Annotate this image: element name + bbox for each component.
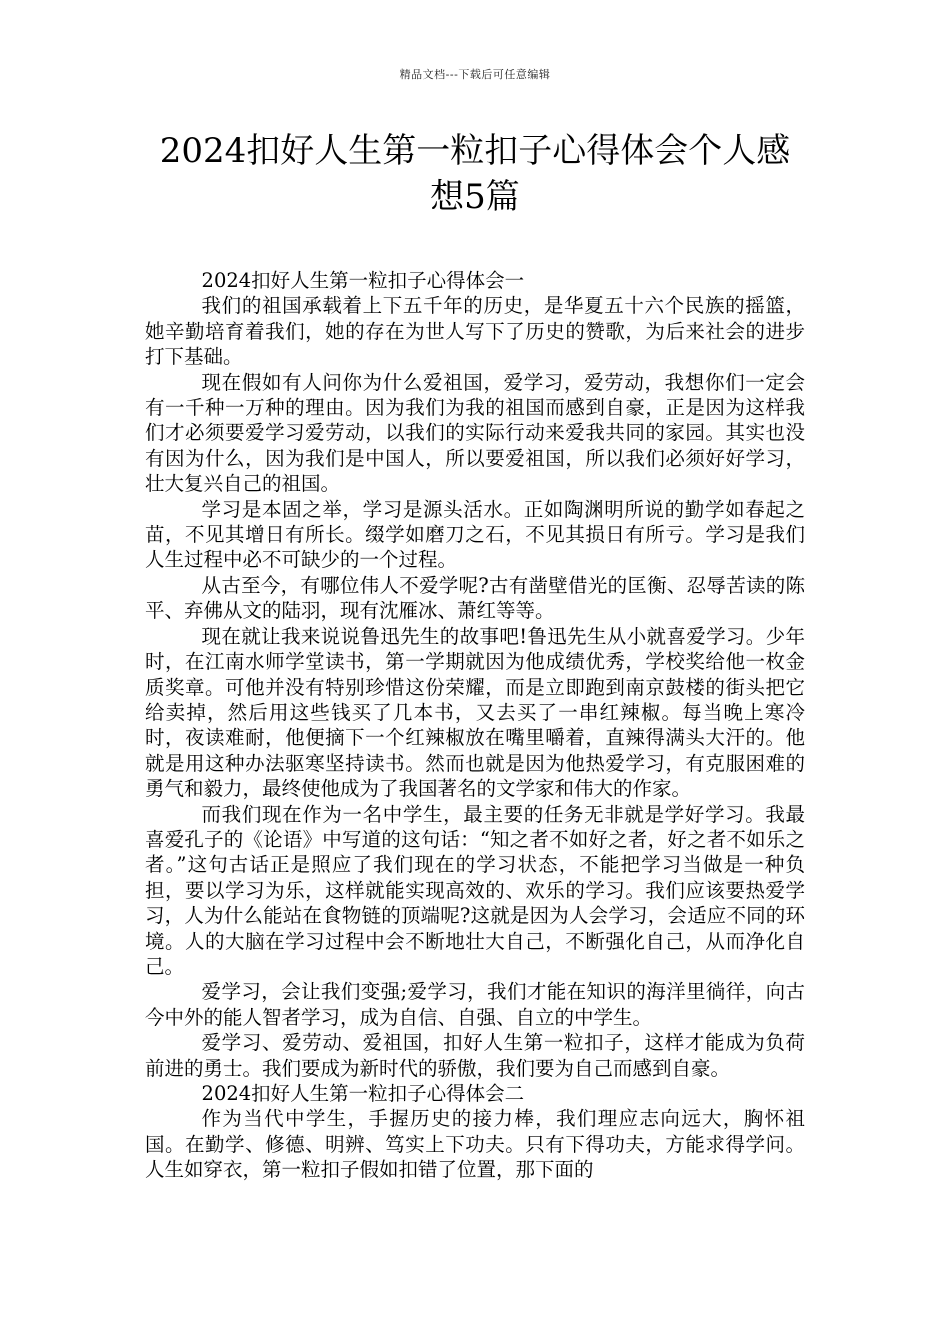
section-heading: 2024扣好人生第一粒扣子心得体会一: [201, 269, 525, 292]
document-title: 2024扣好人生第一粒扣子心得体会个人感想5篇: [159, 131, 791, 217]
body-paragraph: 学习是本固之举，学习是源头活水。正如陶渊明所说的勤学如春起之苗，不见其增日有所长。缀学如磨刀之石，不见其损日有所亏。学习是我们人生过程中必不可缺少的一个过程。: [145, 497, 805, 572]
body-paragraph: 我们的祖国承载着上下五千年的历史，是华夏五十六个民族的摇篮，她辛勤培育着我们，她的存在为世人写下了历史的赞歌，为后来社会的进步打下基础。: [145, 294, 805, 369]
body-paragraph: 现在就让我来说说鲁迅先生的故事吧!鲁迅先生从小就喜爱学习。少年时，在江南水师学堂读书，第一学期就因为他成绩优秀，学校奖给他一枚金质奖章。可他并没有特别珍惜这份荣耀，而是立即跑到南京鼓楼的街头把它给卖掉，然后用这些钱买了几本书，又去买了一串红辣椒。每当晚上寒冷时，夜读难耐，他便摘下一个红辣椒放在嘴里嚼着，直辣得满头大汗的。他就是用这种办法驱寒坚持读书。然而也就是因为他热爱学习，有克服困难的勇气和毅力，最终使他成为了我国著名的文学家和伟大的作家。: [145, 624, 805, 801]
header-note: 精品文档---下载后可任意编辑: [399, 68, 551, 81]
body-paragraph: 从古至今，有哪位伟人不爱学呢?古有凿壁借光的匡衡、忍辱苦读的陈平、弃佛从文的陆羽，现有沈雁冰、萧红等等。: [145, 573, 805, 623]
body-paragraph: 爱学习，会让我们变强;爱学习，我们才能在知识的海洋里徜徉，向古今中外的能人智者学习，成为自信、自强、自立的中学生。: [145, 980, 805, 1029]
section-heading: 2024扣好人生第一粒扣子心得体会二: [201, 1082, 525, 1105]
body-paragraph: 作为当代中学生，手握历史的接力棒，我们理应志向远大，胸怀祖国。在勤学、修德、明辨、笃实上下功夫。只有下得功夫，方能求得学问。人生如穿衣，第一粒扣子假如扣错了位置，那下面的: [145, 1107, 805, 1182]
body-paragraph: 爱学习、爱劳动、爱祖国，扣好人生第一粒扣子，这样才能成为负荷前进的勇士。我们要成为新时代的骄傲，我们要为自己而感到自豪。: [145, 1031, 805, 1080]
body-paragraph: 而我们现在作为一名中学生，最主要的任务无非就是学好学习。我最喜爱孔子的《论语》中写道的这句话：“知之者不如好之者，好之者不如乐之者。”这句古话正是照应了我们现在的学习状态，不能把学习当做是一种负担，要以学习为乐，这样就能实现高效的、欢乐的学习。我们应该要热爱学习，人为什么能站在食物链的顶端呢?这就是因为人会学习，会适应不同的环境。人的大脑在学习过程中会不断地壮大自己，不断强化自己，从而净化自己。: [145, 802, 805, 978]
body-paragraph: 现在假如有人问你为什么爱祖国，爱学习，爱劳动，我想你们一定会有一千种一万种的理由。因为我们为我的祖国而感到自豪，正是因为这样我们才必须要爱学习爱劳动，以我们的实际行动来爱我共同的家园。其实也没有因为什么，因为我们是中国人，所以要爱祖国，所以我们必须好好学习，壮大复兴自己的祖国。: [145, 370, 805, 496]
document-body: [145, 268, 805, 1183]
